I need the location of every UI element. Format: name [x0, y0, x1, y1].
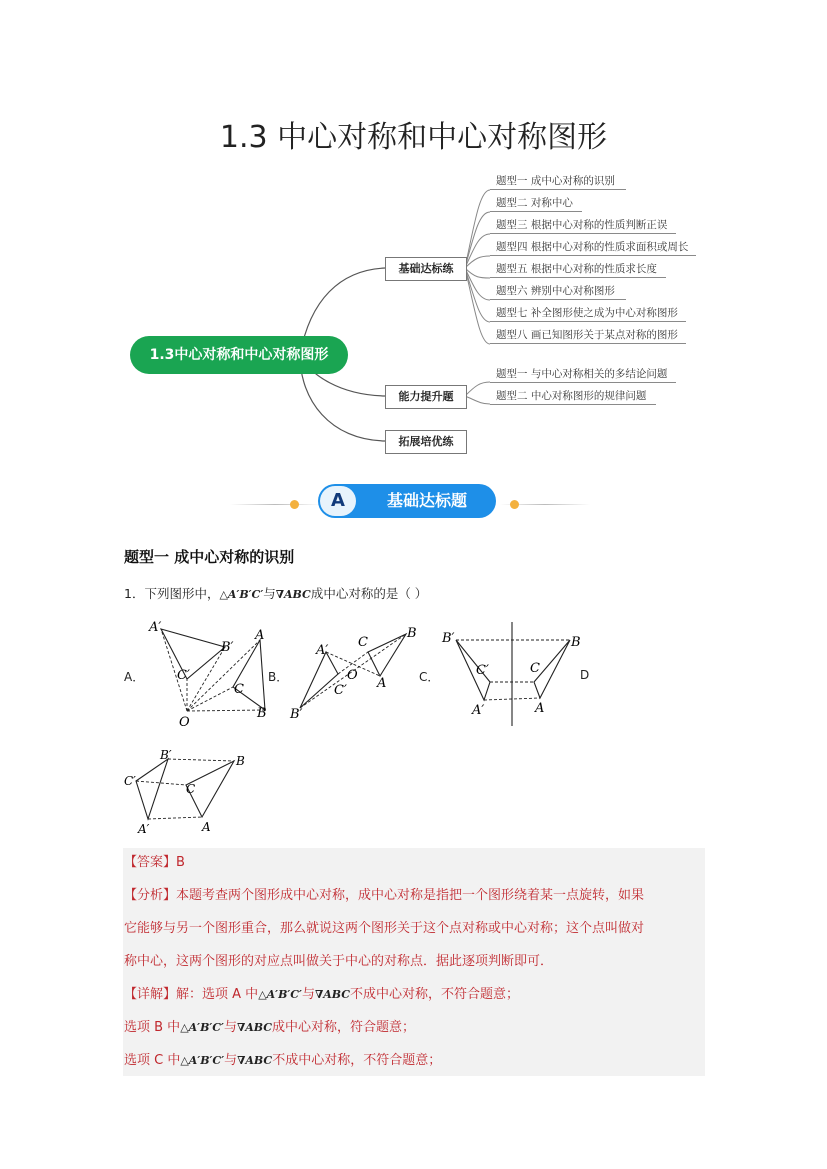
detail-a-prefix: 解：选项 A 中 — [176, 987, 259, 1002]
question-mid: 与 — [263, 586, 276, 601]
detail-mid: 与 — [223, 1020, 237, 1035]
detail-b-prefix: 选项 B 中 — [124, 1020, 181, 1035]
mindmap-leaf: 题型一 成中心对称的识别 — [490, 173, 626, 190]
figure-d — [122, 745, 252, 837]
mindmap-root: 1.3中心对称和中心对称图形 — [130, 336, 348, 374]
analysis-line-2: 它能够与另一个图形重合，那么就说这两个图形关于这个点对称或中心对称；这个点叫做对 — [124, 921, 645, 936]
question-number: 1． — [124, 586, 145, 601]
figure-d-label: C′ — [124, 774, 136, 788]
mindmap-leaf: 题型二 中心对称图形的规律问题 — [490, 388, 656, 405]
mindmap-branch-extension: 拓展培优练 — [385, 430, 467, 454]
analysis-label: 【分析】 — [124, 888, 177, 903]
figure-a-label: O — [179, 715, 190, 730]
figure-d-label: C — [186, 782, 196, 796]
mindmap-leaf: 题型四 根据中心对称的性质求面积或周长 — [490, 239, 696, 256]
triangle-2: ∇ABC — [314, 988, 351, 1001]
question-before: 下列图形中， — [144, 586, 220, 601]
figure-b-label: O — [347, 668, 358, 683]
analysis-line-3: 称中心，这两个图形的对应点叫做关于中心的对称点．据此逐项判断即可． — [124, 954, 554, 969]
option-label-b: B． — [268, 670, 289, 684]
mindmap-branch-basic: 基础达标练 — [385, 257, 467, 281]
figure-c — [440, 620, 590, 728]
figure-a-label: A′ — [149, 620, 162, 635]
analysis-text-1: 本题考查两个图形成中心对称，成中心对称是指把一个图形绕着某一点旋转，如果 — [176, 888, 645, 903]
detail-c-suffix: 不成中心对称，不符合题意； — [272, 1053, 442, 1068]
triangle-1: △A′B′C′ — [219, 588, 264, 601]
figure-c-label: C′ — [476, 663, 489, 678]
figure-b-label: B′ — [290, 707, 303, 722]
answer-value: B — [176, 855, 185, 870]
figure-a-label: B — [257, 706, 267, 721]
analysis-line-1 — [124, 879, 704, 912]
page-title: 1.3 中心对称和中心对称图形 — [219, 120, 608, 155]
option-label-a: A． — [124, 670, 145, 684]
figure-b-label: B — [407, 626, 417, 641]
mindmap-leaf: 题型三 根据中心对称的性质判断正误 — [490, 217, 676, 234]
question-after: 成中心对称的是（ ） — [310, 586, 428, 601]
mindmap-leaf: 题型七 补全图形使之成为中心对称图形 — [490, 305, 686, 322]
detail-b-suffix: 成中心对称，符合题意； — [272, 1020, 416, 1035]
detail-line-a — [124, 978, 704, 1011]
mindmap-leaf: 题型八 画已知图形关于某点对称的图形 — [490, 327, 686, 344]
figure-b-label: C′ — [334, 683, 347, 698]
figure-b-label: A′ — [316, 643, 329, 658]
figure-c-label: C — [530, 661, 540, 676]
triangle-2: ∇ABC — [275, 588, 311, 601]
triangle-1: △A′B′C′ — [180, 1054, 225, 1067]
figure-b-label: C — [358, 635, 368, 650]
banner-line-left — [230, 504, 320, 505]
figure-b-label: A — [377, 676, 387, 691]
triangle-2: ∇ABC — [237, 1054, 273, 1067]
figure-b — [288, 622, 420, 722]
detail-c-prefix: 选项 C 中 — [124, 1053, 181, 1068]
detail-line-c — [124, 1044, 704, 1077]
option-label-c: C． — [419, 670, 440, 684]
figure-a-label: C′ — [177, 668, 190, 683]
topic-heading: 题型一 成中心对称的识别 — [124, 548, 295, 566]
detail-mid: 与 — [224, 1053, 238, 1068]
triangle-1: △A′B′C′ — [180, 1021, 224, 1034]
mindmap-leaf: 题型一 与中心对称相关的多结论问题 — [490, 366, 676, 383]
figure-c-label: B — [571, 635, 581, 650]
section-banner-letter: A — [320, 486, 356, 516]
figure-d-label: B′ — [160, 748, 172, 762]
figure-a — [145, 615, 275, 730]
figure-a-label: C — [234, 682, 244, 697]
mindmap-branch-advanced: 能力提升题 — [385, 385, 467, 409]
detail-a-suffix: 不成中心对称，不符合题意； — [350, 987, 520, 1002]
banner-dot-right — [510, 500, 519, 509]
mindmap-connectors — [0, 160, 827, 470]
detail-line-b — [124, 1011, 704, 1044]
question-text — [124, 584, 427, 602]
figure-c-label: A′ — [472, 703, 485, 718]
figure-d-label: B — [236, 754, 245, 768]
answer-line — [124, 846, 704, 879]
figure-a-label: A — [255, 628, 265, 643]
mindmap-leaf: 题型五 根据中心对称的性质求长度 — [490, 261, 666, 278]
figure-d-label: A — [202, 820, 211, 834]
triangle-2: ∇ABC — [236, 1021, 273, 1034]
answer-label: 【答案】 — [124, 855, 177, 870]
section-banner-label: 基础达标题 — [386, 491, 467, 510]
detail-label: 【详解】 — [124, 987, 177, 1002]
triangle-1: △A′B′C′ — [258, 988, 302, 1001]
figure-d-label: A′ — [138, 822, 150, 836]
figure-a-label: B′ — [221, 640, 234, 655]
mindmap-leaf: 题型六 辨别中心对称图形 — [490, 283, 626, 300]
figure-c-label: A — [535, 701, 545, 716]
option-label-d: D — [580, 668, 590, 682]
figure-c-label: B′ — [442, 631, 455, 646]
mindmap-leaf: 题型二 对称中心 — [490, 195, 582, 212]
detail-mid: 与 — [301, 987, 315, 1002]
banner-dot-left — [290, 500, 299, 509]
